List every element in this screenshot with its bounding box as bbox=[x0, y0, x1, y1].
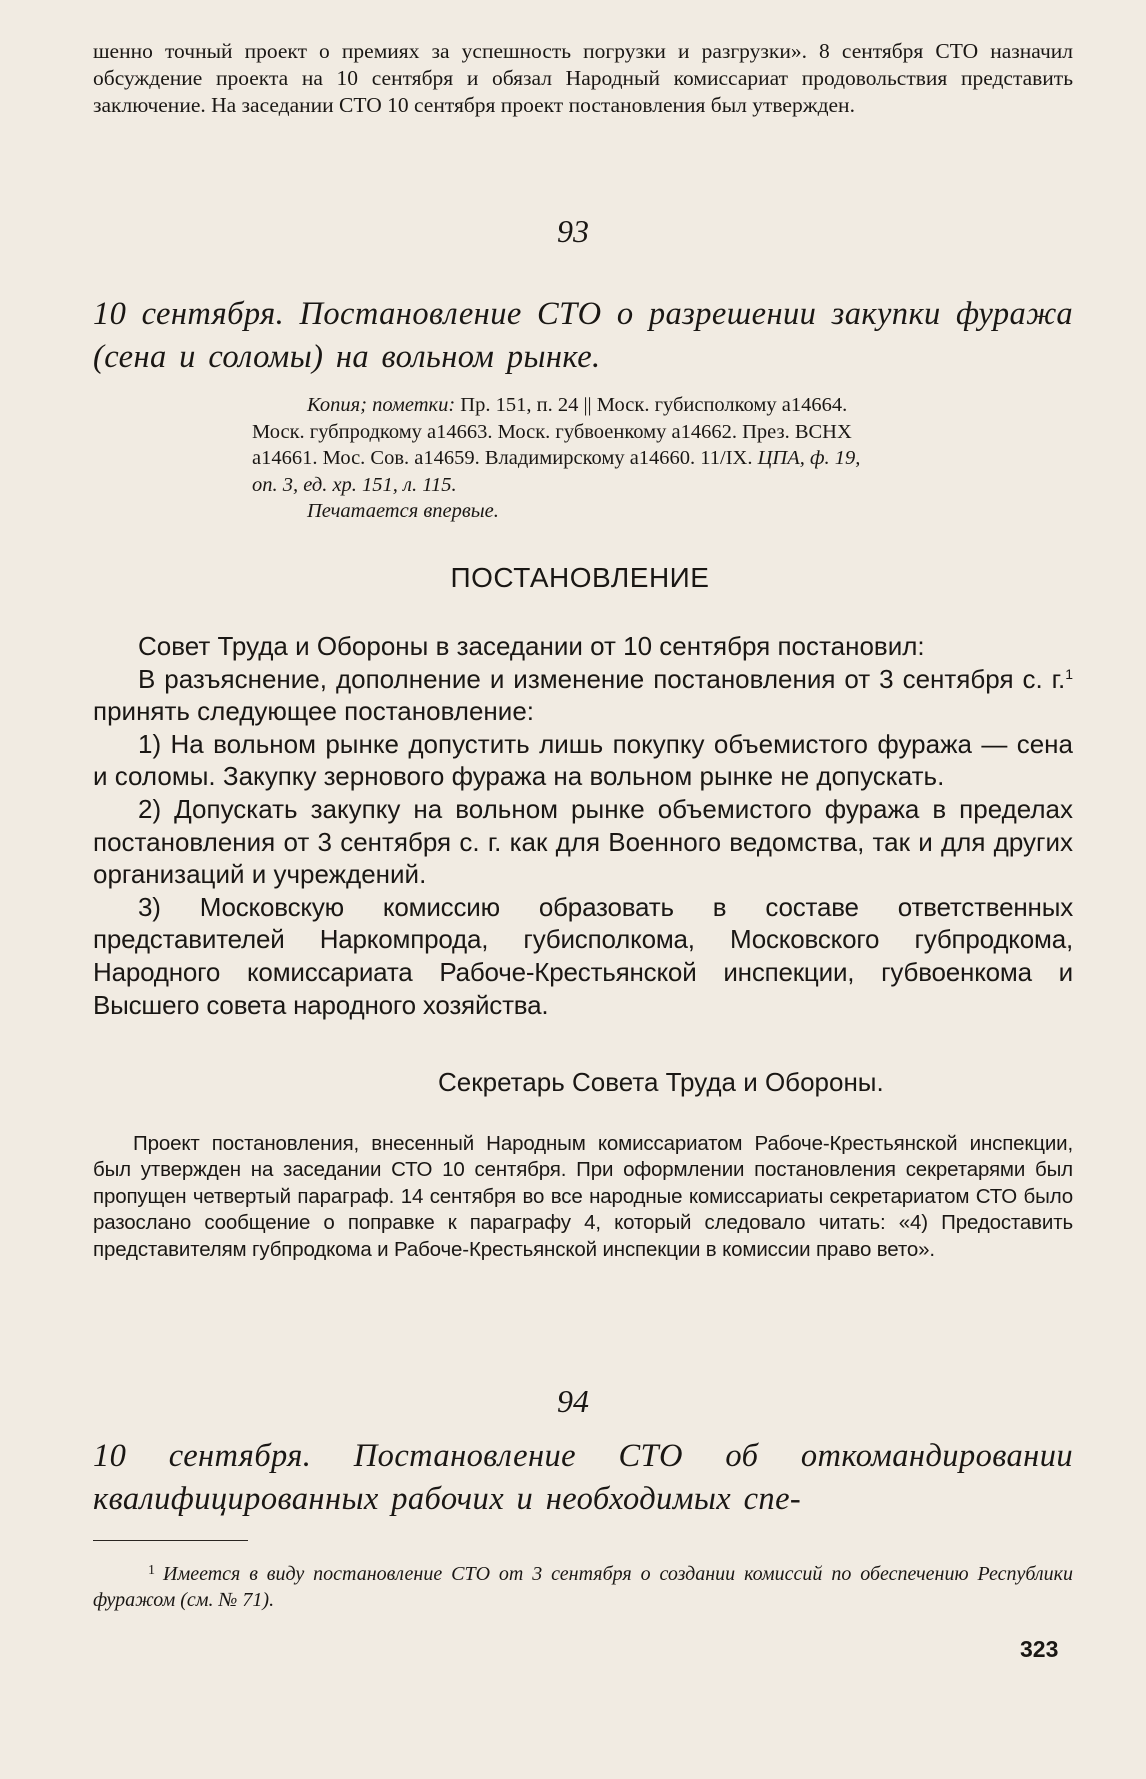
decree-preamble bbox=[93, 663, 1073, 728]
preamble-text-end: принять следующее постановление: bbox=[93, 696, 534, 727]
decree-item-2: 2) Допускать закупку на вольном рынке объемистого фуража в пределах постановления от 3 сентября с. г. как для Военного ведомства, так и для других организаций и учреждений. bbox=[93, 793, 1073, 890]
intro-line: СТО назначил обсуждение проекта на 10 сентября и обязал Народный комиссариат bbox=[93, 39, 1074, 90]
footnote-reference[interactable]: 1 bbox=[1065, 665, 1073, 682]
archival-metadata bbox=[252, 392, 1072, 525]
footnote-text: Имеется в виду постановление СТО от 3 сентября о создании комиссий по обеспечению Республики фуражом (см. № 71). bbox=[93, 1563, 1073, 1611]
intro-line: постановления был утвержден. bbox=[568, 93, 855, 117]
editorial-note: Проект постановления, внесенный Народным комиссариатом Рабоче-Крестьянской инспекции, был утвержден на заседании СТО 10 сентября. При оформлении постановления секретарями был пропущен четвертый параграф. 14 сентября во все народные комиссариаты секретариатом СТО было разослано сообщение о поправке к параграфу 4, который следовало читать: «4) Предоставить представителям губпродкома и Рабоче-Крестьянской инспекции в комиссии право вето». bbox=[93, 1132, 1073, 1261]
intro-line: шенно точный проект о премиях за успешность погрузки и разгрузки». 8 сентября bbox=[93, 39, 924, 63]
decree-body bbox=[93, 630, 1073, 1021]
publication-note: Печатается впервые. bbox=[307, 500, 499, 522]
archive-reference: оп. 3, ед. хр. 151, л. 115. bbox=[252, 473, 457, 496]
decree-opening: Совет Труда и Обороны в заседании от 10 сентября постановил: bbox=[138, 631, 925, 661]
metadata-line bbox=[252, 445, 1072, 472]
decree-heading: ПОСТАНОВЛЕНИЕ bbox=[450, 562, 710, 593]
document-number-93: 93 bbox=[557, 213, 589, 249]
signature-line: Секретарь Совета Труда и Обороны. bbox=[438, 1067, 884, 1097]
footnote-mark: 1 bbox=[148, 1563, 155, 1578]
document-number-94: 94 bbox=[557, 1383, 589, 1419]
footnote bbox=[93, 1561, 1073, 1613]
document-title-94: 10 сентября. Постановление СТО об откомандировании квалифицированных рабочих и необходимых спе- bbox=[93, 1438, 1073, 1517]
metadata-label: Копия; пометки: bbox=[307, 394, 456, 416]
decree-item-1: 1) На вольном рынке допустить лишь покупку объемистого фуража — сена и соломы. Закупку зернового фуража на вольном рынке не допускать. bbox=[93, 728, 1073, 792]
intro-paragraph bbox=[93, 38, 1073, 119]
metadata-line: Моск. губпродкому а14663. Моск. губвоенкому а14662. През. ВСНХ bbox=[252, 420, 852, 443]
metadata-line bbox=[252, 392, 1072, 419]
metadata-text: Пр. 151, п. 24 || Моск. губисполкому а14664. bbox=[455, 394, 848, 416]
preamble-text: В разъяснение, дополнение и изменение постановления от 3 сентября с. г. bbox=[138, 663, 1066, 694]
decree-item-3: 3) Московскую комиссию образовать в составе ответственных представителей Наркомпрода, губисполкома, Московского губпродкома, Народного комиссариата Рабоче-Крестьянской инспекции, губвоенкома и Высшего совета народного хозяйства. bbox=[93, 891, 1073, 1020]
document-title-93: 10 сентября. Постановление СТО о разрешении закупки фуража (сена и соломы) на вольном рынке. bbox=[93, 296, 1073, 375]
metadata-line bbox=[252, 472, 1072, 499]
archive-reference: ЦПА, ф. 19, bbox=[757, 447, 861, 469]
intro-line: продовольствия представить заключение. На заседании СТО 10 сентября проект bbox=[93, 66, 1073, 117]
footnote-divider bbox=[93, 1540, 248, 1541]
page-number: 323 bbox=[1020, 1636, 1059, 1662]
metadata-text: а14661. Мос. Сов. а14659. Владимирскому а14660. 11/IX. bbox=[252, 447, 758, 469]
